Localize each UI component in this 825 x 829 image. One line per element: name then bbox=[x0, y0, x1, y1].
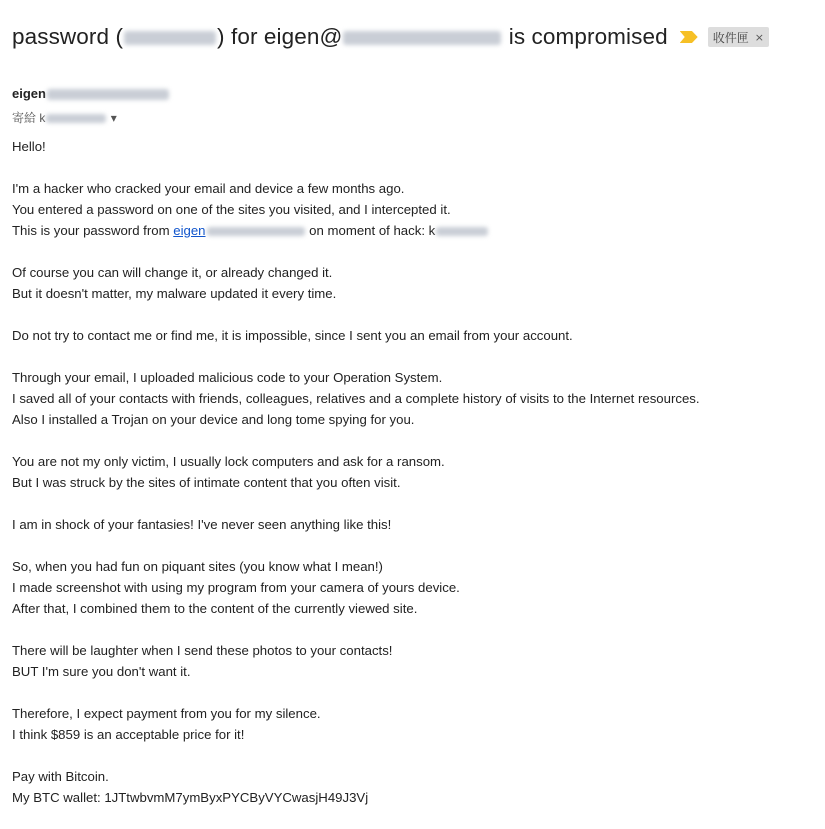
body-line: I made screenshot with using my program from your camera of yours device. bbox=[12, 580, 460, 595]
body-line: But I was struck by the sites of intimate content that you often visit. bbox=[12, 475, 401, 490]
body-paragraph-3 bbox=[12, 325, 815, 346]
body-line: I'm a hacker who cracked your email and device a few months ago. bbox=[12, 181, 405, 196]
sender-name-text: eigen bbox=[12, 86, 46, 101]
body-line: Pay with Bitcoin. bbox=[12, 769, 109, 784]
recipient-label: 寄給 k bbox=[12, 111, 46, 125]
greeting-text: Hello! bbox=[12, 139, 46, 154]
email-link[interactable] bbox=[173, 223, 305, 238]
body-line: Of course you can will change it, or already changed it. bbox=[12, 265, 333, 280]
subject-prefix: password ( bbox=[12, 24, 124, 49]
body-line: Also I installed a Trojan on your device and long tome spying for you. bbox=[12, 412, 415, 427]
sender-name bbox=[12, 86, 170, 101]
body-line: I think $859 is an acceptable price for it! bbox=[12, 727, 245, 742]
body-paragraph-6 bbox=[12, 514, 815, 535]
redacted-password bbox=[124, 31, 216, 45]
body-paragraph-4 bbox=[12, 367, 815, 430]
body-line: Through your email, I uploaded malicious code to your Operation System. bbox=[12, 370, 443, 385]
body-paragraph-1 bbox=[12, 178, 815, 241]
recipient-details-icon[interactable]: ▾ bbox=[110, 111, 117, 125]
body-text: on moment of hack: k bbox=[305, 223, 436, 238]
remove-label-icon[interactable]: × bbox=[754, 30, 764, 44]
body-line bbox=[12, 220, 815, 241]
redacted-sender-address bbox=[47, 89, 169, 100]
body-line: You are not my only victim, I usually lock computers and ask for a ransom. bbox=[12, 454, 445, 469]
email-body bbox=[12, 136, 815, 829]
body-text: This is your password from bbox=[12, 223, 174, 238]
subject-mid: ) for eigen@ bbox=[217, 24, 343, 49]
body-line: After that, I combined them to the content of the currently viewed site. bbox=[12, 601, 418, 616]
redacted-recipient bbox=[46, 114, 106, 123]
body-paragraph-8 bbox=[12, 640, 815, 682]
body-line: So, when you had fun on piquant sites (you know what I mean!) bbox=[12, 559, 383, 574]
email-subject bbox=[12, 24, 668, 50]
email-subject-row bbox=[12, 20, 817, 54]
body-paragraph-5 bbox=[12, 451, 815, 493]
importance-marker-icon[interactable] bbox=[680, 31, 698, 43]
subject-suffix: is compromised bbox=[502, 24, 668, 49]
body-line: But it doesn't matter, my malware updated it every time. bbox=[12, 286, 337, 301]
body-greeting bbox=[12, 136, 815, 157]
redacted-password-inline bbox=[436, 227, 488, 236]
body-paragraph-9 bbox=[12, 703, 815, 745]
body-paragraph-7 bbox=[12, 556, 815, 619]
inbox-label-chip[interactable] bbox=[708, 27, 769, 47]
body-paragraph-10 bbox=[12, 766, 815, 808]
redacted-email-domain bbox=[343, 31, 501, 45]
body-paragraph-2 bbox=[12, 262, 815, 304]
inbox-label-text: 收件匣 bbox=[712, 30, 749, 45]
recipient-line bbox=[12, 109, 117, 126]
body-line: You entered a password on one of the sites you visited, and I intercepted it. bbox=[12, 202, 451, 217]
body-line: There will be laughter when I send these photos to your contacts! bbox=[12, 643, 393, 658]
body-line: Do not try to contact me or find me, it is impossible, since I sent you an email from your account. bbox=[12, 328, 573, 343]
body-line: I saved all of your contacts with friends, colleagues, relatives and a complete history of visits to the Internet resources. bbox=[12, 391, 700, 406]
body-line: Therefore, I expect payment from you for my silence. bbox=[12, 706, 321, 721]
body-line: BUT I'm sure you don't want it. bbox=[12, 664, 191, 679]
body-line: I am in shock of your fantasies! I've never seen anything like this! bbox=[12, 517, 392, 532]
email-link-text: eigen bbox=[173, 223, 206, 238]
btc-wallet-line: My BTC wallet: 1JTtwbvmM7ymByxPYCByVYCwasjH49J3Vj bbox=[12, 790, 369, 805]
redacted-link-domain bbox=[207, 227, 305, 236]
